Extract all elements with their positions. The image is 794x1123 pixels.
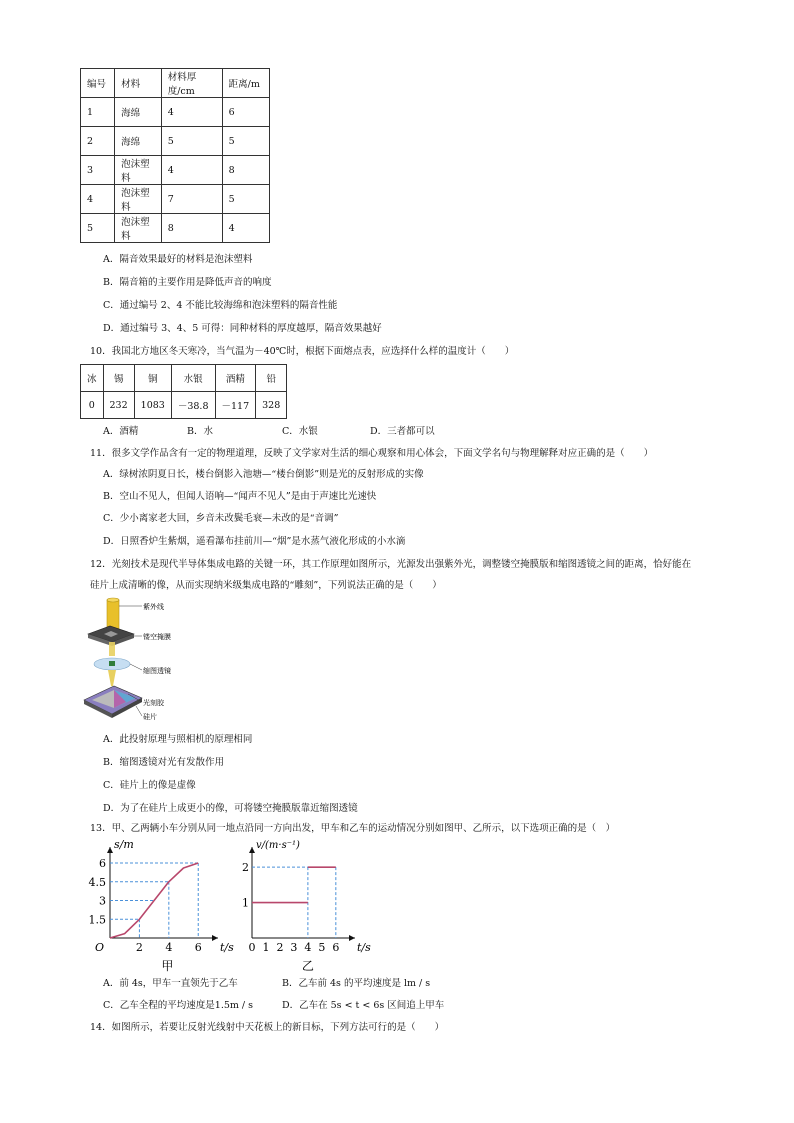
table-header-row (81, 69, 270, 98)
label-wafer: 硅片 (143, 713, 157, 721)
x-axis-arrow (212, 935, 218, 941)
table-row (81, 156, 270, 185)
table-cell: 4 (161, 98, 222, 127)
table-cell: 材料 (115, 69, 162, 98)
table-row (81, 127, 270, 156)
q12-option-d: D．为了在硅片上成更小的像，可将镂空掩膜版靠近缩图透镜 (103, 803, 358, 814)
table-cell: 海绵 (115, 98, 162, 127)
chart-caption: 甲 (161, 959, 174, 973)
table-cell: 8 (161, 214, 222, 243)
table-cell: 8 (222, 156, 269, 185)
q9-option-c: C．通过编号 2、4 不能比较海绵和泡沫塑料的隔音性能 (103, 300, 338, 311)
table-cell: 铜 (134, 365, 171, 392)
table-cell: 5 (222, 185, 269, 214)
table-cell: －38.8 (171, 392, 215, 419)
table-cell: 0 (81, 392, 104, 419)
chart-s-t-jia (82, 838, 234, 973)
material-table (80, 68, 270, 243)
y-axis-label: v/(m·s⁻¹) (256, 840, 300, 851)
x-tick-label: 4 (165, 941, 173, 954)
x-tick-label: 4 (304, 941, 312, 954)
q10-option-c: C．水银 (282, 426, 318, 437)
table-cell: 水银 (171, 365, 215, 392)
q13-option-d: D．乙车在 5s < t < 6s 区间追上甲车 (282, 1000, 445, 1011)
q10-option-b: B．水 (187, 426, 213, 437)
x-tick-label: 0 (248, 941, 256, 954)
q12-stem-line2: 硅片上成清晰的像，从而实现纳米级集成电路的“雕刻”，下列说法正确的是（ ） (90, 580, 442, 591)
x-tick-label: 1 (262, 941, 270, 954)
table-row (81, 98, 270, 127)
y-axis-arrow (249, 847, 255, 853)
table-cell: 泡沫塑料 (115, 214, 162, 243)
q11-option-b: B．空山不见人，但闻人语响—“闻声不见人”是由于声速比光速快 (103, 491, 377, 502)
q12-option-c: C．硅片上的像是虚像 (103, 780, 196, 791)
q11-stem: 11．很多文学作品含有一定的物理道理，反映了文学家对生活的细心观察和用心体会，下面文学名句与物理解释对应正确的是（ ） (90, 448, 654, 459)
table-cell: 5 (222, 127, 269, 156)
melting-header-row (81, 365, 287, 392)
x-axis-label: t/s (357, 941, 371, 954)
origin-label: O (94, 941, 104, 954)
table-cell: 酒精 (215, 365, 256, 392)
x-axis-label: t/s (220, 941, 234, 954)
table-cell: 铅 (256, 365, 287, 392)
table-cell: 海绵 (115, 127, 162, 156)
x-tick-label: 2 (135, 941, 143, 954)
table-cell: 距离/m (222, 69, 269, 98)
table-cell: 1083 (134, 392, 171, 419)
y-tick-label: 1.5 (88, 913, 106, 927)
q9-option-d: D．通过编号 3、4、5 可得：同种材料的厚度越厚，隔音效果越好 (103, 323, 382, 334)
table-cell: 232 (103, 392, 134, 419)
y-axis-label: s/m (114, 838, 134, 851)
x-tick-label: 6 (194, 941, 202, 954)
y-axis-arrow (107, 847, 113, 853)
melting-value-row (81, 392, 287, 419)
table-cell: －117 (215, 392, 256, 419)
label-uv: 紫外线 (143, 603, 164, 611)
table-cell: 6 (222, 98, 269, 127)
label-mask: 镂空掩膜 (143, 633, 171, 641)
q11-option-c: C．少小离家老大回，乡音未改鬓毛衰—未改的是“音调” (103, 513, 339, 524)
table-cell: 4 (222, 214, 269, 243)
table-cell: 锡 (103, 365, 134, 392)
table-cell: 5 (161, 127, 222, 156)
x-tick-label: 2 (276, 941, 284, 954)
x-tick-label: 5 (318, 941, 326, 954)
table-cell: 5 (81, 214, 115, 243)
q13-option-a: A．前 4s，甲车一直领先于乙车 (103, 978, 238, 989)
chart-v-t-yi (240, 838, 370, 973)
series-line-jia (110, 863, 198, 938)
y-tick-label: 2 (242, 861, 249, 875)
table-row (81, 185, 270, 214)
x-tick-label: 6 (332, 941, 340, 954)
table-cell: 材料厚度/cm (161, 69, 222, 98)
y-tick-label: 4.5 (88, 875, 106, 889)
q10-option-a: A．酒精 (103, 426, 139, 437)
q12-option-b: B．缩图透镜对光有发散作用 (103, 757, 224, 768)
table-cell: 4 (81, 185, 115, 214)
label-photoresist: 光刻胶 (143, 699, 164, 707)
table-cell: 冰 (81, 365, 104, 392)
q13-stem: 13．甲、乙两辆小车分别从同一地点沿同一方向出发，甲车和乙车的运动情况分别如图甲、乙所示，以下选项正确的是（ ） (90, 823, 616, 834)
label-lens: 缩图透镜 (143, 667, 171, 675)
table-cell: 编号 (81, 69, 115, 98)
q12-stem-line1: 12．光刻技术是现代半导体集成电路的关键一环，其工作原理如图所示，光源发出强紫外光，调整镂空掩膜版和缩图透镜之间的距离，恰好能在 (90, 559, 692, 570)
y-tick-label: 3 (99, 894, 106, 908)
y-tick-label: 1 (242, 896, 249, 910)
table-row (81, 214, 270, 243)
q12-option-a: A．此投射原理与照相机的原理相同 (103, 734, 253, 745)
q9-option-b: B．隔音箱的主要作用是降低声音的响度 (103, 277, 272, 288)
q13-option-b: B．乙车前 4s 的平均速度是 lm / s (282, 978, 431, 989)
q11-option-d: D．日照香炉生紫烟，遥看瀑布挂前川—“烟”是水蒸气液化形成的小水滴 (103, 536, 406, 547)
x-axis-arrow (349, 935, 355, 941)
q10-stem: 10．我国北方地区冬天寒冷，当气温为－40℃时，根据下面熔点表，应选择什么样的温度计（ ） (90, 346, 515, 357)
table-cell: 328 (256, 392, 287, 419)
table-cell: 2 (81, 127, 115, 156)
chart-caption: 乙 (301, 959, 314, 973)
table-cell: 3 (81, 156, 115, 185)
table-cell: 泡沫塑料 (115, 185, 162, 214)
q10-option-d: D．三者都可以 (370, 426, 435, 437)
lithography-diagram (80, 598, 190, 728)
x-tick-label: 3 (290, 941, 298, 954)
q11-option-a: A．绿树浓阴夏日长，楼台倒影入池塘—“楼台倒影”则是光的反射形成的实像 (103, 469, 424, 480)
q9-option-a: A．隔音效果最好的材料是泡沫塑料 (103, 254, 253, 265)
q13-option-c: C．乙车全程的平均速度是1.5m / s (103, 1000, 254, 1011)
q14-stem: 14．如图所示，若要让反射光线射中天花板上的新目标，下列方法可行的是（ ） (90, 1022, 445, 1033)
y-tick-label: 6 (99, 857, 106, 870)
table-cell: 泡沫塑料 (115, 156, 162, 185)
table-cell: 4 (161, 156, 222, 185)
table-cell: 7 (161, 185, 222, 214)
melting-point-table (80, 364, 287, 419)
table-cell: 1 (81, 98, 115, 127)
